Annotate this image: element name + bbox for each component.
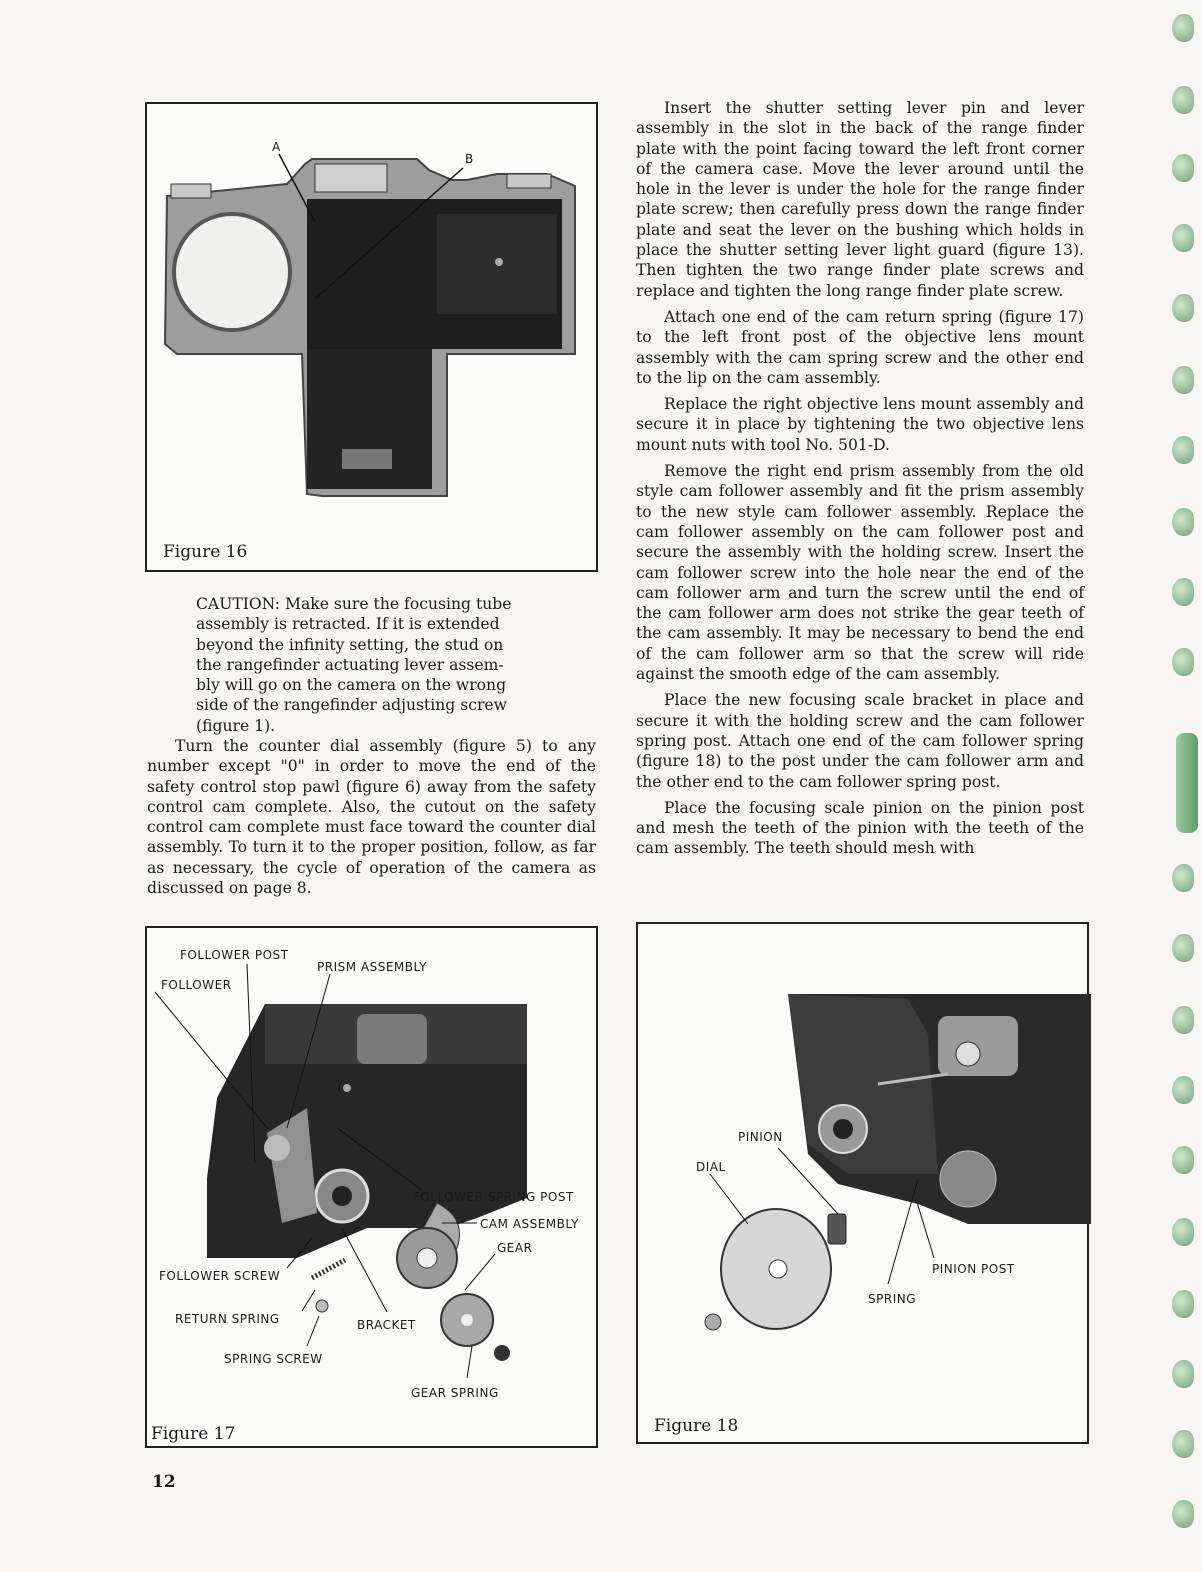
- label-gear-spring: GEAR SPRING: [411, 1386, 499, 1400]
- caution-line: beyond the infinity setting, the stud on: [196, 635, 504, 654]
- label-return-spring: RETURN SPRING: [175, 1312, 280, 1326]
- binder-ring: [1172, 154, 1194, 182]
- binder-ring: [1172, 578, 1194, 606]
- label-pinion: PINION: [738, 1130, 783, 1144]
- label-a: A: [272, 140, 281, 154]
- paragraph-shutter-lever: Insert the shutter setting lever pin and lever assembly in the slot in the back of the range finder plate with the point facing toward the left front corner of the camera case. Move the lever around until the hole in the lever is under the hole for the range finder plate screw; then carefully press down the range finder plate and seat the lever on the bushing which holds in place the shutter setting lever light guard (figure 13). Then tighten the two range finder plate screws and replace and tighten the long range finder plate screw.: [636, 99, 1084, 300]
- caution-line: side of the rangefinder adjusting screw: [196, 696, 507, 715]
- label-bracket: BRACKET: [357, 1318, 416, 1332]
- caution-note: [196, 594, 546, 736]
- label-cam-assembly: CAM ASSEMBLY: [480, 1217, 579, 1231]
- binder-ring: [1172, 366, 1194, 394]
- caution-line: assembly is retracted. If it is extended: [196, 615, 500, 634]
- paragraph-focusing-pinion: Place the focusing scale pinion on the pinion post and mesh the teeth of the pinion with the teeth of the cam assembly. The teeth should mesh with: [636, 798, 1084, 858]
- binder-ring: [1172, 1290, 1194, 1318]
- binder-ring: [1172, 1076, 1194, 1104]
- label-b: B: [465, 152, 474, 166]
- cam-follower-illustration: [147, 928, 600, 1450]
- figure-18-caption: Figure 18: [654, 1416, 739, 1436]
- label-prism-assembly: PRISM ASSEMBLY: [317, 960, 427, 974]
- figure-18: [636, 922, 1089, 1444]
- binder-ring: [1172, 86, 1194, 114]
- figure-17: [145, 926, 598, 1448]
- label-follower-post: FOLLOWER POST: [180, 948, 289, 962]
- binder-spine: [1176, 733, 1198, 833]
- label-spring-screw: SPRING SCREW: [224, 1352, 323, 1366]
- figure-16: [145, 102, 598, 572]
- paragraph-focusing-bracket: Place the new focusing scale bracket in place and secure it with the holding screw and the cam follower spring post. Attach one end of the cam follower spring (figure 18) to the post under the cam follower arm and the other end to the cam follower spring post.: [636, 691, 1084, 791]
- caution-line: bly will go on the camera on the wrong: [196, 676, 507, 695]
- label-follower-screw: FOLLOWER SCREW: [159, 1269, 281, 1283]
- binder-ring: [1172, 294, 1194, 322]
- binder-ring: [1172, 1146, 1194, 1174]
- binder-ring: [1172, 224, 1194, 252]
- label-pinion-post: PINION POST: [932, 1262, 1015, 1276]
- right-column-text: [636, 98, 1084, 865]
- left-column-text: [147, 736, 596, 904]
- binder-ring: [1172, 1430, 1194, 1458]
- label-spring: SPRING: [868, 1292, 917, 1306]
- figure-16-caption: Figure 16: [163, 542, 248, 562]
- binder-ring: [1172, 934, 1194, 962]
- focusing-scale-illustration: [638, 924, 1091, 1446]
- page-number: 12: [152, 1472, 176, 1492]
- paragraph-objective-lens: Replace the right objective lens mount assembly and secure it in place by tightening the two objective lens mount nuts with tool No. 501-D.: [636, 395, 1084, 454]
- binder-ring: [1172, 1360, 1194, 1388]
- binder-ring: [1172, 1006, 1194, 1034]
- binder-ring: [1172, 436, 1194, 464]
- binder-ring: [1172, 1500, 1194, 1528]
- figure-17-caption: Figure 17: [151, 1424, 236, 1444]
- binder-ring: [1172, 508, 1194, 536]
- binder-ring: [1172, 864, 1194, 892]
- caution-line: (figure 1).: [196, 716, 276, 735]
- paragraph-counter-dial: Turn the counter dial assembly (figure 5) to any number except "0" in order to move the end of the safety control stop pawl (figure 6) away from the safety control cam complete. Also, the cutout on the safety control cam complete must face toward the counter dial assembly. To turn it to the proper position, follow, as far as necessary, the cycle of operation of the camera as discussed on page 8.: [147, 737, 596, 898]
- binder-ring: [1172, 1218, 1194, 1246]
- binder-ring: [1172, 14, 1194, 42]
- label-gear: GEAR: [497, 1241, 533, 1255]
- caution-line: the rangefinder actuating lever assem-: [196, 655, 504, 674]
- label-follower-spring-post: FOLLOWER SPRING POST: [413, 1190, 574, 1204]
- label-dial: DIAL: [696, 1160, 726, 1174]
- caution-line: CAUTION: Make sure the focusing tube: [196, 595, 512, 613]
- paragraph-prism-assembly: Remove the right end prism assembly from the old style cam follower assembly and fit the prism assembly to the new style cam follower assembly. Replace the cam follower assembly on the cam follower post and secure the assembly with the holding screw. Insert the cam follower screw into the hole near the end of the cam follower arm and turn the screw until the end of the cam follower arm does not strike the gear teeth of the cam assembly. It may be necessary to bend the end of the cam follower arm so that the screw will ride against the smooth edge of the cam assembly.: [636, 462, 1084, 684]
- binder-ring: [1172, 648, 1194, 676]
- label-follower: FOLLOWER: [161, 978, 232, 992]
- paragraph-cam-return-spring: Attach one end of the cam return spring (figure 17) to the left front post of the objective lens mount assembly with the cam spring screw and the other end to the lip on the cam assembly.: [636, 307, 1084, 387]
- camera-body-illustration: [147, 104, 600, 574]
